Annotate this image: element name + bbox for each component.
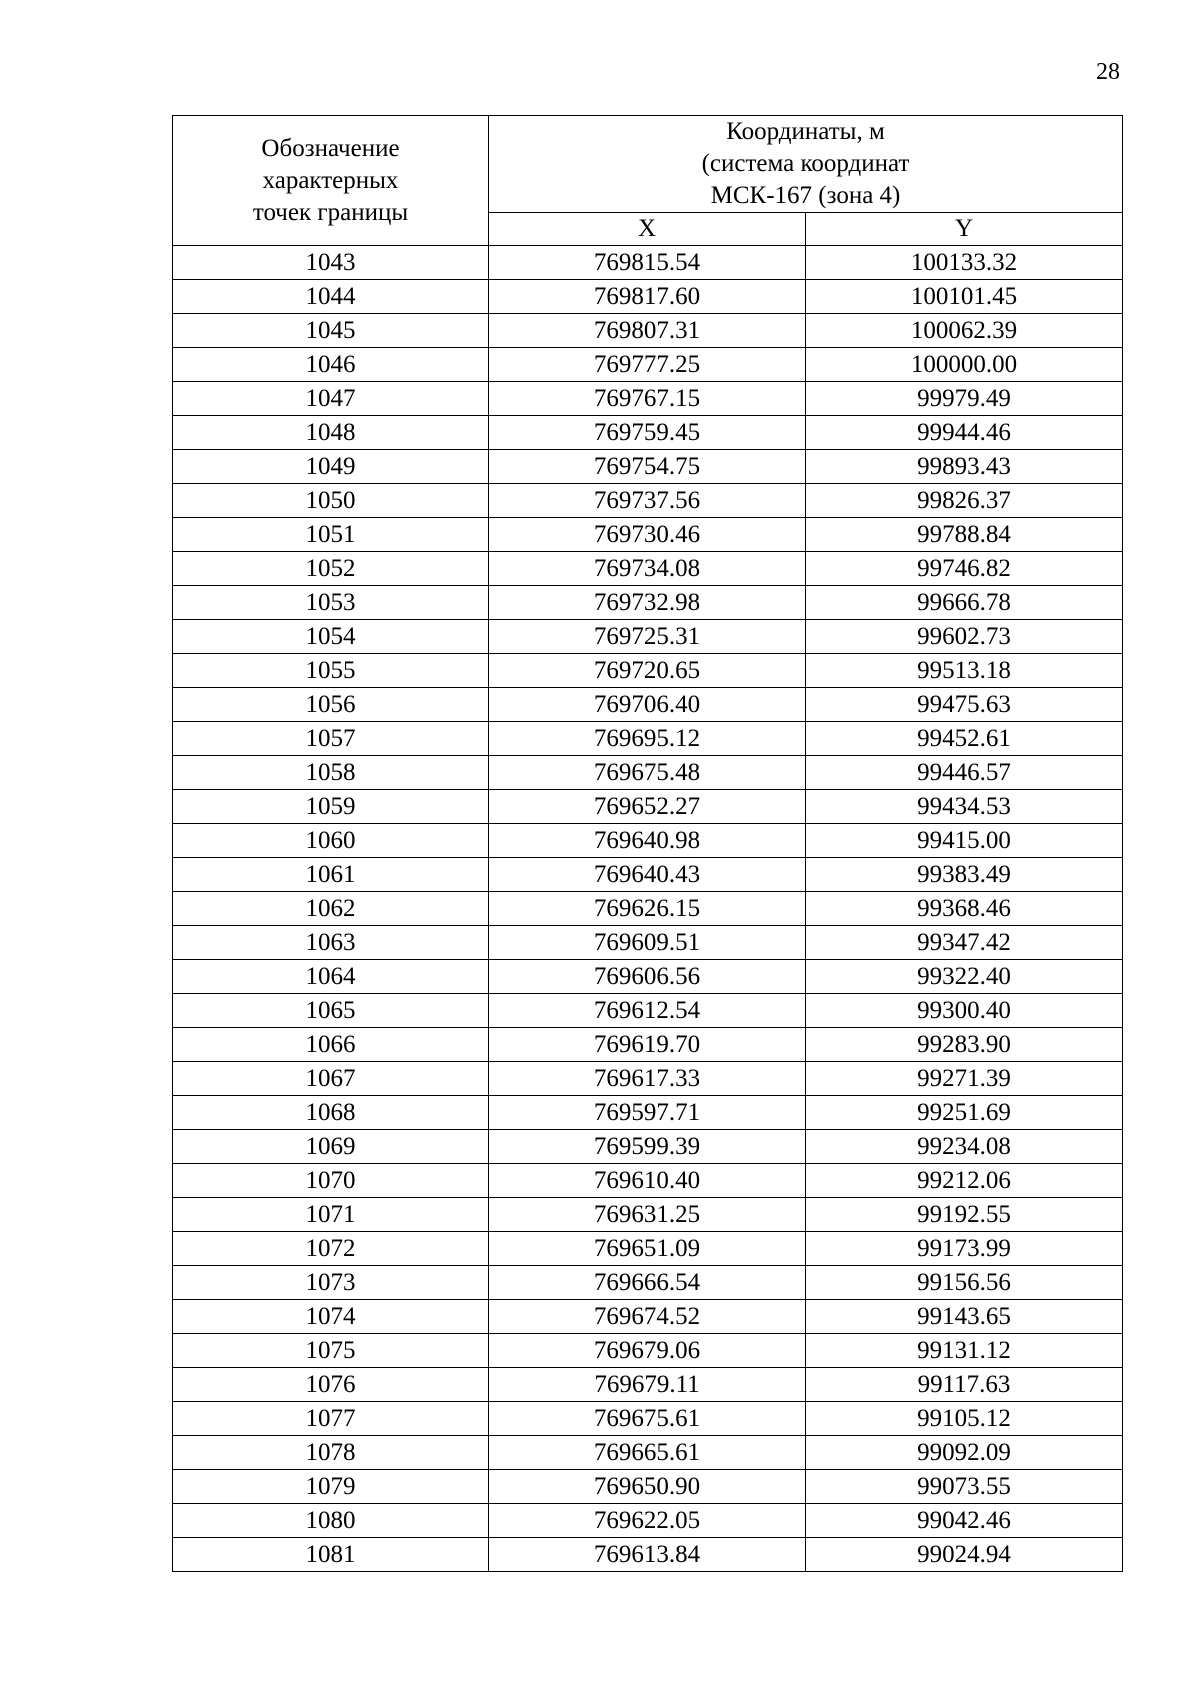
point-header-line3: точек границы — [252, 198, 409, 226]
y-coordinate-cell: 100101.45 — [806, 280, 1123, 314]
y-coordinate-cell: 99173.99 — [806, 1232, 1123, 1266]
x-coordinate-cell: 769695.12 — [489, 722, 806, 756]
x-coordinate-cell: 769631.25 — [489, 1198, 806, 1232]
x-coordinate-cell: 769606.56 — [489, 960, 806, 994]
point-cell: 1064 — [173, 960, 489, 994]
point-cell: 1044 — [173, 280, 489, 314]
x-coordinate-cell: 769725.31 — [489, 620, 806, 654]
point-cell: 1054 — [173, 620, 489, 654]
y-coordinate-cell: 99092.09 — [806, 1436, 1123, 1470]
table-row — [173, 722, 1123, 756]
point-cell: 1055 — [173, 654, 489, 688]
x-coordinate-cell: 769640.98 — [489, 824, 806, 858]
table-row — [173, 484, 1123, 518]
point-cell: 1072 — [173, 1232, 489, 1266]
x-coordinate-cell: 769767.15 — [489, 382, 806, 416]
x-coordinate-cell: 769675.61 — [489, 1402, 806, 1436]
x-coordinate-cell: 769626.15 — [489, 892, 806, 926]
point-cell: 1052 — [173, 552, 489, 586]
coords-header-line2: (система координат — [701, 150, 910, 177]
table-row — [173, 688, 1123, 722]
table-body — [173, 246, 1123, 1572]
y-coordinate-cell: 99602.73 — [806, 620, 1123, 654]
x-coordinate-cell: 769622.05 — [489, 1504, 806, 1538]
y-coordinate-cell: 99212.06 — [806, 1164, 1123, 1198]
y-coordinate-cell: 99415.00 — [806, 824, 1123, 858]
point-cell: 1081 — [173, 1538, 489, 1572]
x-coordinate-cell: 769651.09 — [489, 1232, 806, 1266]
y-coordinate-cell: 99300.40 — [806, 994, 1123, 1028]
y-coordinate-cell: 99434.53 — [806, 790, 1123, 824]
y-coordinate-cell: 99042.46 — [806, 1504, 1123, 1538]
x-coordinate-cell: 769679.06 — [489, 1334, 806, 1368]
point-cell: 1073 — [173, 1266, 489, 1300]
y-coordinate-cell: 99024.94 — [806, 1538, 1123, 1572]
point-cell: 1049 — [173, 450, 489, 484]
y-coordinate-cell: 99446.57 — [806, 756, 1123, 790]
point-header-line2: характерных — [262, 166, 399, 194]
y-column-header: Y — [806, 213, 1123, 246]
x-coordinate-cell: 769732.98 — [489, 586, 806, 620]
y-coordinate-cell: 99251.69 — [806, 1096, 1123, 1130]
table-row — [173, 790, 1123, 824]
x-coordinate-cell: 769609.51 — [489, 926, 806, 960]
table-row — [173, 1266, 1123, 1300]
table-row — [173, 1504, 1123, 1538]
table-row — [173, 1028, 1123, 1062]
point-cell: 1068 — [173, 1096, 489, 1130]
point-cell: 1066 — [173, 1028, 489, 1062]
table-row — [173, 1232, 1123, 1266]
coordinates-header — [489, 116, 1123, 213]
x-coordinate-cell: 769807.31 — [489, 314, 806, 348]
point-cell: 1062 — [173, 892, 489, 926]
x-coordinate-cell: 769597.71 — [489, 1096, 806, 1130]
x-coordinate-cell: 769737.56 — [489, 484, 806, 518]
table-row — [173, 450, 1123, 484]
table-row — [173, 1436, 1123, 1470]
x-coordinate-cell: 769759.45 — [489, 416, 806, 450]
table-row — [173, 1062, 1123, 1096]
point-cell: 1058 — [173, 756, 489, 790]
y-coordinate-cell: 99475.63 — [806, 688, 1123, 722]
coordinates-table — [172, 115, 1123, 1572]
table-row — [173, 858, 1123, 892]
point-cell: 1075 — [173, 1334, 489, 1368]
y-coordinate-cell: 99979.49 — [806, 382, 1123, 416]
x-coordinate-cell: 769613.84 — [489, 1538, 806, 1572]
table-row — [173, 994, 1123, 1028]
point-cell: 1078 — [173, 1436, 489, 1470]
point-cell: 1074 — [173, 1300, 489, 1334]
point-header-line1: Обозначение — [261, 134, 400, 162]
x-coordinate-cell: 769777.25 — [489, 348, 806, 382]
point-cell: 1061 — [173, 858, 489, 892]
y-coordinate-cell: 99156.56 — [806, 1266, 1123, 1300]
x-coordinate-cell: 769720.65 — [489, 654, 806, 688]
table-row — [173, 246, 1123, 280]
table-row — [173, 382, 1123, 416]
y-coordinate-cell: 99131.12 — [806, 1334, 1123, 1368]
point-cell: 1069 — [173, 1130, 489, 1164]
table-row — [173, 1402, 1123, 1436]
point-cell: 1056 — [173, 688, 489, 722]
point-cell: 1063 — [173, 926, 489, 960]
table-row — [173, 1096, 1123, 1130]
y-coordinate-cell: 99143.65 — [806, 1300, 1123, 1334]
point-cell: 1050 — [173, 484, 489, 518]
table-row — [173, 892, 1123, 926]
table-row — [173, 824, 1123, 858]
page-number: 28 — [1096, 59, 1120, 85]
x-coordinate-cell: 769665.61 — [489, 1436, 806, 1470]
x-coordinate-cell: 769666.54 — [489, 1266, 806, 1300]
x-coordinate-cell: 769652.27 — [489, 790, 806, 824]
x-coordinate-cell: 769674.52 — [489, 1300, 806, 1334]
table-row — [173, 756, 1123, 790]
point-cell: 1053 — [173, 586, 489, 620]
x-coordinate-cell: 769734.08 — [489, 552, 806, 586]
table-row — [173, 416, 1123, 450]
x-coordinate-cell: 769815.54 — [489, 246, 806, 280]
table-row — [173, 960, 1123, 994]
point-cell: 1059 — [173, 790, 489, 824]
y-coordinate-cell: 100133.32 — [806, 246, 1123, 280]
y-coordinate-cell: 100062.39 — [806, 314, 1123, 348]
y-coordinate-cell: 99944.46 — [806, 416, 1123, 450]
y-coordinate-cell: 99383.49 — [806, 858, 1123, 892]
x-coordinate-cell: 769817.60 — [489, 280, 806, 314]
point-designation-header — [173, 116, 489, 246]
y-coordinate-cell: 99271.39 — [806, 1062, 1123, 1096]
table-row — [173, 1130, 1123, 1164]
y-coordinate-cell: 99368.46 — [806, 892, 1123, 926]
x-coordinate-cell: 769679.11 — [489, 1368, 806, 1402]
point-cell: 1079 — [173, 1470, 489, 1504]
table-row — [173, 654, 1123, 688]
y-coordinate-cell: 99105.12 — [806, 1402, 1123, 1436]
point-cell: 1080 — [173, 1504, 489, 1538]
x-coordinate-cell: 769599.39 — [489, 1130, 806, 1164]
x-coordinate-cell: 769640.43 — [489, 858, 806, 892]
y-coordinate-cell: 99322.40 — [806, 960, 1123, 994]
table-row — [173, 1334, 1123, 1368]
y-coordinate-cell: 99192.55 — [806, 1198, 1123, 1232]
point-cell: 1046 — [173, 348, 489, 382]
table-row — [173, 1300, 1123, 1334]
y-coordinate-cell: 99826.37 — [806, 484, 1123, 518]
y-coordinate-cell: 100000.00 — [806, 348, 1123, 382]
point-cell: 1048 — [173, 416, 489, 450]
y-coordinate-cell: 99452.61 — [806, 722, 1123, 756]
point-cell: 1065 — [173, 994, 489, 1028]
y-coordinate-cell: 99513.18 — [806, 654, 1123, 688]
x-column-header: X — [489, 213, 806, 246]
y-coordinate-cell: 99234.08 — [806, 1130, 1123, 1164]
table-row — [173, 586, 1123, 620]
point-cell: 1060 — [173, 824, 489, 858]
point-cell: 1071 — [173, 1198, 489, 1232]
table-row — [173, 552, 1123, 586]
x-coordinate-cell: 769617.33 — [489, 1062, 806, 1096]
y-coordinate-cell: 99347.42 — [806, 926, 1123, 960]
table-header — [173, 116, 1123, 246]
table-row — [173, 926, 1123, 960]
y-coordinate-cell: 99893.43 — [806, 450, 1123, 484]
point-cell: 1051 — [173, 518, 489, 552]
y-coordinate-cell: 99283.90 — [806, 1028, 1123, 1062]
x-coordinate-cell: 769675.48 — [489, 756, 806, 790]
point-cell: 1077 — [173, 1402, 489, 1436]
table-row — [173, 1538, 1123, 1572]
point-cell: 1043 — [173, 246, 489, 280]
point-cell: 1070 — [173, 1164, 489, 1198]
table-row — [173, 620, 1123, 654]
coords-header-line3: МСК-167 (зона 4) — [710, 182, 901, 209]
table-row — [173, 1164, 1123, 1198]
coords-header-line1: Координаты, м — [726, 118, 885, 145]
point-cell: 1067 — [173, 1062, 489, 1096]
y-coordinate-cell: 99073.55 — [806, 1470, 1123, 1504]
x-coordinate-cell: 769612.54 — [489, 994, 806, 1028]
x-coordinate-cell: 769610.40 — [489, 1164, 806, 1198]
x-coordinate-cell: 769619.70 — [489, 1028, 806, 1062]
point-cell: 1057 — [173, 722, 489, 756]
point-cell: 1047 — [173, 382, 489, 416]
x-coordinate-cell: 769730.46 — [489, 518, 806, 552]
table-row — [173, 1368, 1123, 1402]
x-coordinate-cell: 769754.75 — [489, 450, 806, 484]
y-coordinate-cell: 99117.63 — [806, 1368, 1123, 1402]
table-row — [173, 280, 1123, 314]
y-coordinate-cell: 99788.84 — [806, 518, 1123, 552]
y-coordinate-cell: 99666.78 — [806, 586, 1123, 620]
point-cell: 1076 — [173, 1368, 489, 1402]
table-row — [173, 518, 1123, 552]
table-row — [173, 1198, 1123, 1232]
y-coordinate-cell: 99746.82 — [806, 552, 1123, 586]
point-cell: 1045 — [173, 314, 489, 348]
x-coordinate-cell: 769706.40 — [489, 688, 806, 722]
table-row — [173, 314, 1123, 348]
table-row — [173, 348, 1123, 382]
table-row — [173, 1470, 1123, 1504]
x-coordinate-cell: 769650.90 — [489, 1470, 806, 1504]
